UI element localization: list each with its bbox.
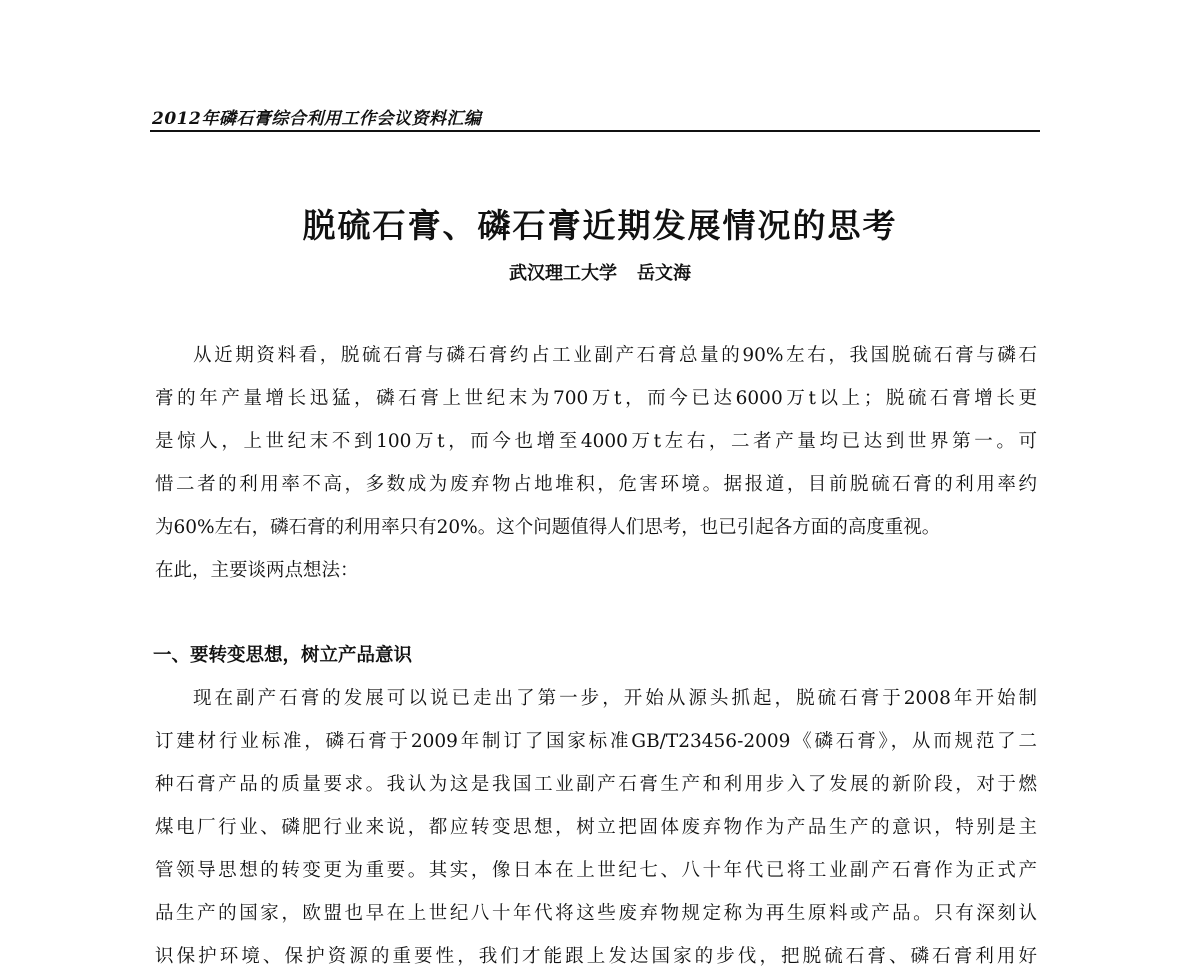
author-name: 岳文海 [637, 263, 691, 284]
text-line: 订建材行业标准，磷石膏于2009年制订了国家标准GB/T23456-2009《磷石膏》，从而规范了二 [155, 731, 1037, 752]
article-title: 脱硫石膏、磷石膏近期发展情况的思考 [302, 206, 898, 245]
text-line: 识保护环境、保护资源的重要性，我们才能跟上发达国家的步伐，把脱硫石膏、磷石膏利用好 [155, 946, 1037, 967]
text-line: 是惊人，上世纪末不到100万t，而今也增至4000万t左右，二者产量均已达到世界第一。可 [155, 431, 1037, 452]
author-line [0, 259, 1200, 285]
text-line: 品生产的国家，欧盟也早在上世纪八十年代将这些废弃物规定称为再生原料或产品。只有深刻认 [155, 903, 1037, 924]
text-line: 惜二者的利用率不高，多数成为废弃物占地堆积，危害环境。据报道，目前脱硫石膏的利用率约 [155, 474, 1037, 495]
running-header: 2012年磷石膏综合利用工作会议资料汇编 [152, 109, 482, 129]
paragraph-intro [155, 334, 1037, 592]
section-heading: 一、要转变思想，树立产品意识 [153, 645, 413, 666]
author-affiliation: 武汉理工大学 [509, 263, 617, 284]
header-rule [150, 130, 1040, 132]
text-line: 种石膏产品的质量要求。我认为这是我国工业副产石膏生产和利用步入了发展的新阶段，对于燃 [155, 774, 1037, 795]
text-line: 现在副产石膏的发展可以说已走出了第一步，开始从源头抓起，脱硫石膏于2008年开始制 [193, 688, 1037, 709]
text-line: 从近期资料看，脱硫石膏与磷石膏约占工业副产石膏总量的90%左右，我国脱硫石膏与磷石 [193, 345, 1037, 366]
text-line: 为60%左右，磷石膏的利用率只有20%。这个问题值得人们思考，也已引起各方面的高度重视。 [155, 517, 941, 538]
text-line: 膏的年产量增长迅猛，磷石膏上世纪末为700万t，而今已达6000万t以上；脱硫石膏增长更 [155, 388, 1037, 409]
text-line: 在此，主要谈两点想法： [155, 560, 359, 581]
paragraph-section1 [155, 677, 1037, 978]
text-line: 管领导思想的转变更为重要。其实，像日本在上世纪七、八十年代已将工业副产石膏作为正式产 [155, 860, 1037, 881]
text-line: 煤电厂行业、磷肥行业来说，都应转变思想，树立把固体废弃物作为产品生产的意识，特别是主 [155, 817, 1037, 838]
